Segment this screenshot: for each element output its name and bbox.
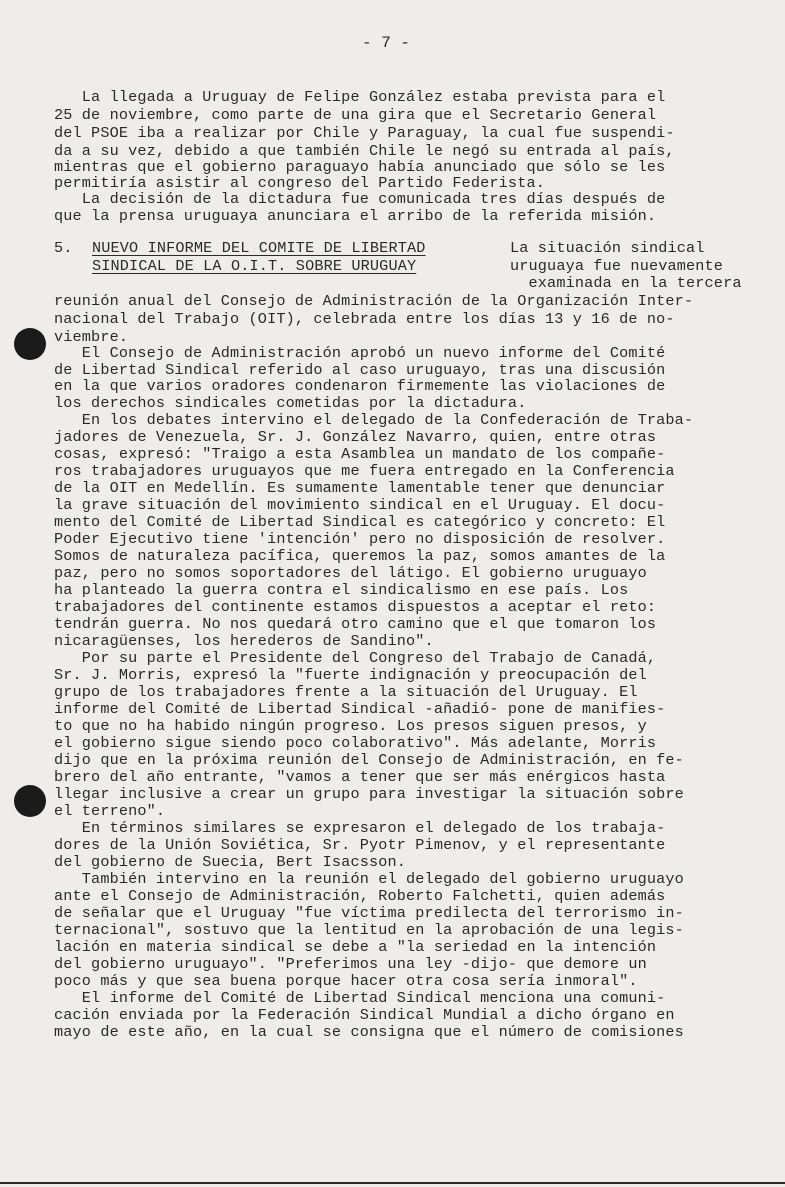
text-line: 25 de noviembre, como parte de una gira que el Secretario General <box>54 106 657 124</box>
text-line: los derechos sindicales cometidas por la dictadura. <box>54 394 527 412</box>
text-line: del gobierno de Suecia, Bert Isacsson. <box>54 853 407 871</box>
text-line: mento del Comité de Libertad Sindical es categórico y concreto: El <box>54 513 666 531</box>
side-text-line: La situación sindical <box>510 239 705 257</box>
side-text-line: examinada en la tercera <box>510 274 742 292</box>
text-line: que la prensa uruguaya anunciara el arribo de la referida misión. <box>54 207 657 225</box>
text-line: reunión anual del Consejo de Administración de la Organización Inter- <box>54 292 694 310</box>
text-line: cosas, expresó: "Traigo a esta Asamblea un mandato de los compañe- <box>54 445 666 463</box>
text-line: permitiría asistir al congreso del Partido Federista. <box>54 174 545 192</box>
text-line: brero del año entrante, "vamos a tener que ser más enérgicos hasta <box>54 768 666 786</box>
text-line: dores de la Unión Soviética, Sr. Pyotr Pimenov, y el representante <box>54 836 666 854</box>
section-number: 5. <box>54 239 73 257</box>
binder-hole <box>14 328 46 360</box>
text-line: del PSOE iba a realizar por Chile y Paraguay, la cual fue suspendi- <box>54 124 675 142</box>
text-line: Somos de naturaleza pacífica, queremos la paz, somos amantes de la <box>54 547 666 565</box>
text-line: La decisión de la dictadura fue comunicada tres días después de <box>54 190 666 208</box>
text-line: de la OIT en Medellín. Es sumamente lamentable tener que denunciar <box>54 479 666 497</box>
section-title-line-2: SINDICAL DE LA O.I.T. SOBRE URUGUAY <box>92 257 417 275</box>
text-line: En los debates intervino el delegado de la Confederación de Traba- <box>54 411 694 429</box>
text-line: mientras que el gobierno paraguayo había anunciado que sólo se les <box>54 158 666 176</box>
text-line: También intervino en la reunión el delegado del gobierno uruguayo <box>54 870 684 888</box>
text-line: da a su vez, debido a que también Chile le negó su entrada al país, <box>54 142 675 160</box>
page-number: - 7 - <box>362 34 411 52</box>
text-line: llegar inclusive a crear un grupo para investigar la situación sobre <box>54 785 684 803</box>
text-line: cación enviada por la Federación Sindical Mundial a dicho órgano en <box>54 1006 675 1024</box>
text-line: ternacional", sostuvo que la lentitud en la aprobación de una legis- <box>54 921 684 939</box>
text-line: la grave situación del movimiento sindical en el Uruguay. El docu- <box>54 496 666 514</box>
text-line: el terreno". <box>54 802 166 820</box>
text-line: jadores de Venezuela, Sr. J. González Navarro, quien, entre otras <box>54 428 657 446</box>
text-line: grupo de los trabajadores frente a la situación del Uruguay. El <box>54 683 638 701</box>
text-line: lación en materia sindical se debe a "la seriedad en la intención <box>54 938 657 956</box>
text-line: Por su parte el Presidente del Congreso del Trabajo de Canadá, <box>54 649 657 667</box>
text-line: el gobierno sigue siendo poco colaborativo". Más adelante, Morris <box>54 734 657 752</box>
text-line: Poder Ejecutivo tiene 'intención' pero no disposición de resolver. <box>54 530 666 548</box>
binder-hole <box>14 785 46 817</box>
text-line: tendrán guerra. No nos quedará otro camino que el que tomaron los <box>54 615 657 633</box>
text-line: viembre. <box>54 328 129 346</box>
section-title-line-1: NUEVO INFORME DEL COMITE DE LIBERTAD <box>92 239 426 257</box>
text-line: dijo que en la próxima reunión del Consejo de Administración, en fe- <box>54 751 684 769</box>
text-line: de Libertad Sindical referido al caso uruguayo, tras una discusión <box>54 361 666 379</box>
text-line: Sr. J. Morris, expresó la "fuerte indignación y preocupación del <box>54 666 647 684</box>
text-line: to que no ha habido ningún progreso. Los presos siguen presos, y <box>54 717 647 735</box>
text-line: trabajadores del continente estamos dispuestos a aceptar el reto: <box>54 598 657 616</box>
text-line: paz, pero no somos soportadores del látigo. El gobierno uruguayo <box>54 564 647 582</box>
text-line: En términos similares se expresaron el delegado de los trabaja- <box>54 819 666 837</box>
text-line: informe del Comité de Libertad Sindical -añadió- pone de manifies- <box>54 700 666 718</box>
side-text-line: uruguaya fue nuevamente <box>510 257 724 275</box>
text-line: ha planteado la guerra contra el sindicalismo en ese país. Los <box>54 581 629 599</box>
text-line: de señalar que el Uruguay "fue víctima predilecta del terrorismo in- <box>54 904 684 922</box>
text-line: La llegada a Uruguay de Felipe González estaba prevista para el <box>54 88 666 106</box>
text-line: del gobierno uruguayo". "Preferimos una ley -dijo- que demore un <box>54 955 647 973</box>
text-line: El Consejo de Administración aprobó un nuevo informe del Comité <box>54 344 666 362</box>
text-line: mayo de este año, en la cual se consigna que el número de comisiones <box>54 1023 684 1041</box>
page-bottom-edge <box>0 1182 785 1184</box>
text-line: nacional del Trabajo (OIT), celebrada entre los días 13 y 16 de no- <box>54 310 675 328</box>
text-line: ros trabajadores uruguayos que me fuera entregado en la Conferencia <box>54 462 675 480</box>
text-line: nicaragüenses, los herederos de Sandino". <box>54 632 434 650</box>
text-line: en la que varios oradores condenaron firmemente las violaciones de <box>54 377 666 395</box>
text-line: poco más y que sea buena porque hacer otra cosa sería inmoral". <box>54 972 638 990</box>
text-line: El informe del Comité de Libertad Sindical menciona una comuni- <box>54 989 666 1007</box>
text-line: ante el Consejo de Administración, Roberto Falchetti, quien además <box>54 887 666 905</box>
